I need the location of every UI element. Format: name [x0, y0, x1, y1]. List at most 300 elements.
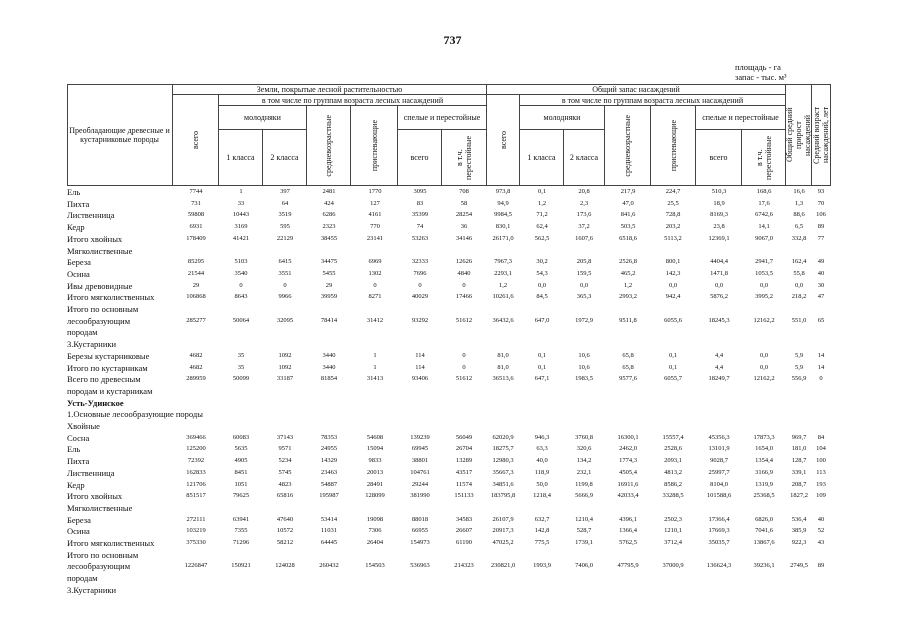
table-cell: 14,1 [758, 223, 770, 231]
table-cell: 17873,3 [753, 433, 775, 441]
table-cell: 8104,0 [710, 480, 728, 488]
table-cell: 0 [462, 281, 466, 289]
header-area-overmature: в т.ч. перестойные [442, 130, 487, 186]
table-cell: 54608 [366, 433, 384, 441]
table-cell: 103219 [186, 527, 206, 535]
table-cell: 25997,7 [708, 468, 730, 476]
table-cell: 2749,5 [790, 562, 808, 570]
table-cell: 562,5 [534, 234, 550, 242]
table-cell: 193 [816, 480, 826, 488]
table-cell: 1739,1 [575, 539, 593, 546]
header-area-class2: 2 класса [263, 130, 307, 186]
table-cell: 0,1 [537, 363, 547, 371]
table-cell: 1210,1 [664, 527, 682, 535]
table-cell: 5234 [278, 457, 292, 465]
table-cell: 35 [237, 363, 245, 371]
table-cell: 375330 [186, 539, 206, 546]
table-cell: 16911,6 [617, 480, 639, 488]
table-cell: 7744 [189, 188, 203, 195]
table-cell: 12980,3 [492, 457, 514, 465]
table-cell: 0,0 [794, 281, 804, 289]
table-cell: 38455 [320, 234, 338, 242]
table-row [67, 187, 831, 197]
table-row [67, 550, 831, 560]
row-label: породам [67, 327, 98, 338]
row-label: Лиственница [67, 467, 115, 478]
table-cell: 6055,6 [664, 316, 682, 324]
table-row [67, 444, 831, 454]
table-row [67, 456, 831, 466]
table-cell: 11031 [320, 527, 337, 535]
header-stock-mature-total: всего [696, 130, 742, 186]
table-cell: 332,8 [791, 234, 807, 242]
table-cell: 6742,6 [755, 211, 773, 219]
table-cell: 42033,4 [617, 492, 639, 500]
row-label: 3.Кустарники [67, 339, 117, 350]
table-cell: 74 [416, 223, 424, 231]
table-cell: 71296 [232, 539, 250, 546]
table-cell: 11574 [455, 480, 472, 488]
table-cell: 2528,6 [664, 445, 682, 453]
table-cell: 556,9 [791, 375, 807, 383]
table-cell: 1092 [278, 363, 292, 371]
table-cell: 13867,6 [753, 539, 775, 546]
table-cell: 5876,2 [710, 293, 728, 301]
table-cell: 1 [373, 363, 377, 371]
table-cell: 69945 [411, 445, 429, 453]
table-cell: 78414 [320, 316, 338, 324]
table-cell: 88018 [411, 515, 429, 523]
table-cell: 4682 [189, 363, 203, 371]
table-cell: 9067,0 [755, 234, 773, 242]
table-cell: 7355 [234, 527, 248, 535]
table-cell: 77 [817, 234, 825, 242]
table-cell: 65816 [276, 492, 294, 500]
table-cell: 6055,7 [664, 375, 682, 383]
table-cell: 18249,7 [708, 375, 730, 383]
table-cell: 1199,8 [575, 480, 593, 488]
table-cell: 424 [324, 199, 334, 207]
table-cell: 37143 [276, 433, 294, 441]
table-row [67, 339, 831, 349]
table-cell: 89 [817, 223, 825, 231]
table-cell: 20013 [366, 468, 384, 476]
table-cell: 93292 [411, 316, 429, 324]
row-label: Береза [67, 514, 91, 525]
table-cell: 28254 [455, 211, 473, 219]
table-cell: 159,5 [576, 269, 592, 277]
table-cell: 134,2 [576, 457, 592, 465]
table-row [67, 374, 831, 384]
table-row [67, 503, 831, 513]
table-cell: 26171,0 [492, 234, 514, 242]
table-cell: 6518,6 [619, 234, 637, 242]
table-cell: 830,1 [495, 223, 511, 231]
table-cell: 3169 [234, 223, 248, 231]
header-area-young: молодняки [219, 106, 307, 130]
table-cell: 0 [239, 281, 243, 289]
table-cell: 3166,9 [755, 468, 773, 476]
table-cell: 26404 [366, 539, 384, 546]
table-cell: 1774,3 [619, 457, 637, 465]
table-cell: 9577,6 [619, 375, 637, 383]
table-cell: 9833 [368, 457, 382, 465]
table-cell: 4,4 [714, 351, 724, 359]
table-cell: 969,7 [791, 433, 807, 441]
table-cell: 3712,4 [664, 539, 682, 546]
table-cell: 2462,0 [619, 445, 637, 453]
table-cell: 6,5 [794, 223, 804, 231]
table-cell: 0,0 [714, 281, 724, 289]
table-cell: 35667,3 [492, 468, 514, 476]
table-cell: 0 [283, 281, 287, 289]
table-cell: 3760,8 [575, 433, 593, 441]
row-label: Итого мягколиственных [67, 292, 155, 303]
table-cell: 81854 [320, 375, 338, 383]
table-cell: 9511,8 [619, 316, 637, 324]
header-stock-mature: спелые и перестойные [696, 106, 786, 130]
table-cell: 9966 [278, 293, 292, 301]
table-cell: 16300,1 [617, 433, 639, 441]
header-increment: Общий средний прирост насаждений [786, 84, 812, 186]
table-cell: 9571 [278, 445, 292, 453]
table-cell: 54,3 [536, 269, 548, 277]
table-cell: 12369,1 [708, 234, 730, 242]
table-cell: 53263 [411, 234, 429, 242]
table-cell: 1354,4 [755, 457, 773, 465]
table-cell: 35 [237, 351, 245, 359]
table-cell: 208,7 [791, 480, 807, 488]
table-cell: 4840 [457, 269, 471, 277]
table-cell: 0 [418, 281, 422, 289]
table-cell: 205,8 [576, 258, 592, 266]
table-cell: 128,7 [791, 457, 807, 465]
table-cell: 230821,0 [490, 562, 516, 570]
table-cell: 320,6 [576, 445, 592, 453]
table-cell: 114 [415, 363, 425, 371]
table-cell: 47,0 [622, 199, 634, 207]
units-area: площадь - га [735, 62, 781, 72]
table-row [67, 222, 831, 232]
row-label: Итого хвойных [67, 233, 123, 244]
table-cell: 13101,9 [708, 445, 730, 453]
table-cell: 25,5 [667, 199, 679, 207]
table-cell: 4905 [234, 457, 248, 465]
table-cell: 1972,9 [575, 316, 593, 324]
table-cell: 1983,5 [575, 375, 593, 383]
table-cell: 510,3 [711, 188, 727, 195]
header-area-middle: средневозрастные [307, 106, 351, 186]
table-cell: 7406,0 [575, 562, 593, 570]
table-cell: 5635 [234, 445, 248, 453]
table-row [67, 269, 831, 279]
table-cell: 503,5 [620, 223, 636, 231]
table-cell: 47640 [276, 515, 294, 523]
table-cell: 942,4 [665, 293, 681, 301]
row-label: 1.Основные лесообразующие породы [67, 409, 203, 420]
table-cell: 154503 [365, 562, 385, 570]
table-cell: 7041,6 [755, 527, 773, 535]
table-cell: 2,3 [579, 199, 589, 207]
table-row [67, 573, 831, 583]
table-row [67, 433, 831, 443]
table-cell: 84 [817, 433, 825, 441]
table-cell: 38801 [411, 457, 429, 465]
table-cell: 54887 [320, 480, 338, 488]
table-cell: 162,4 [791, 258, 807, 266]
table-cell: 5762,5 [619, 539, 637, 546]
table-cell: 5103 [234, 258, 248, 266]
row-label: породам [67, 573, 98, 584]
table-cell: 1226847 [184, 562, 208, 570]
table-cell: 26107,9 [492, 515, 514, 523]
table-cell: 5113,2 [664, 234, 682, 242]
table-cell: 4396,1 [619, 515, 637, 523]
table-cell: 536963 [410, 562, 430, 570]
table-cell: 32333 [411, 258, 429, 266]
row-label: 3.Кустарники [67, 584, 117, 595]
table-cell: 58 [460, 199, 468, 207]
table-cell: 43 [817, 539, 825, 546]
table-cell: 0,1 [537, 351, 547, 359]
table-cell: 536,4 [791, 515, 807, 523]
table-cell: 36513,6 [492, 375, 514, 383]
header-stock-class2: 2 класса [564, 130, 605, 186]
table-cell: 94,9 [497, 199, 509, 207]
table-cell: 15094 [366, 445, 384, 453]
header-stock-total: всего [487, 95, 520, 186]
table-cell: 36 [460, 223, 468, 231]
table-cell: 65 [817, 316, 825, 324]
table-cell: 85295 [187, 258, 205, 266]
table-cell: 0,0 [668, 281, 678, 289]
row-label: Ель [67, 444, 81, 455]
table-cell: 7306 [368, 527, 382, 535]
row-label: Пихта [67, 198, 90, 209]
row-label: Итого хвойных [67, 491, 123, 502]
table-cell: 385,9 [791, 527, 807, 535]
header-stock-young: молодняки [520, 106, 605, 130]
table-row [67, 199, 831, 209]
table-cell: 35035,7 [708, 539, 730, 546]
table-row [67, 316, 831, 326]
table-cell: 1051 [234, 480, 248, 488]
table-cell: 9984,5 [494, 211, 512, 219]
table-row [67, 351, 831, 361]
table-cell: 4505,4 [619, 468, 637, 476]
header-avg-age: Средний возраст насаждений, лет [812, 84, 831, 186]
table-row [67, 561, 831, 571]
row-label: Пихта [67, 456, 90, 467]
row-label: Сосна [67, 432, 90, 443]
table-cell: 93 [817, 188, 825, 195]
table-cell: 775,5 [534, 539, 550, 546]
table-cell: 12162,2 [753, 316, 775, 324]
table-cell: 40 [817, 269, 825, 277]
table-cell: 173,6 [576, 211, 592, 219]
table-cell: 946,3 [534, 433, 550, 441]
table-cell: 3551 [278, 269, 292, 277]
table-cell: 0,0 [579, 281, 589, 289]
table-cell: 22129 [276, 234, 294, 242]
table-cell: 551,0 [791, 316, 807, 324]
table-cell: 1993,9 [533, 562, 551, 570]
table-cell: 23463 [320, 468, 338, 476]
table-cell: 168,6 [756, 188, 772, 195]
row-label: Березы кустарниковые [67, 350, 150, 361]
table-cell: 39959 [320, 293, 338, 301]
table-row [67, 409, 831, 419]
table-cell: 162833 [186, 468, 206, 476]
table-cell: 285277 [186, 316, 206, 324]
table-cell: 104 [816, 445, 826, 453]
table-cell: 4682 [189, 351, 203, 359]
header-area-age: в том числе по группам возраста лесных насаждений [219, 95, 487, 106]
row-label: Ивы древовидные [67, 280, 133, 291]
table-cell: 214323 [454, 562, 474, 570]
table-cell: 34583 [455, 515, 473, 523]
table-cell: 55,8 [793, 269, 805, 277]
row-label: Итого по кустарникам [67, 362, 148, 373]
table-cell: 8643 [234, 293, 248, 301]
table-cell: 13289 [455, 457, 473, 465]
table-row [67, 257, 831, 267]
table-cell: 770 [370, 223, 380, 231]
table-cell: 3540 [234, 269, 248, 277]
table-cell: 101588,6 [706, 492, 732, 500]
table-cell: 64 [281, 199, 289, 207]
table-cell: 63941 [232, 515, 250, 523]
table-cell: 731 [191, 199, 201, 207]
table-cell: 6286 [322, 211, 336, 219]
table-cell: 14 [817, 351, 825, 359]
table-cell: 51612 [455, 375, 473, 383]
table-cell: 139239 [410, 433, 430, 441]
table-cell: 31413 [366, 375, 384, 383]
table-cell: 289959 [186, 375, 206, 383]
table-cell: 181,0 [791, 445, 807, 453]
row-label: Всего по древесным [67, 374, 141, 385]
table-cell: 25368,5 [753, 492, 775, 500]
table-cell: 0 [819, 375, 823, 383]
table-cell: 1218,4 [533, 492, 551, 500]
table-row [67, 327, 831, 337]
table-cell: 40029 [411, 293, 429, 301]
table-cell: 528,7 [576, 527, 592, 535]
table-cell: 647,1 [534, 375, 550, 383]
table-cell: 0,0 [759, 351, 769, 359]
table-cell: 2526,8 [619, 258, 637, 266]
table-cell: 113 [816, 468, 826, 476]
table-cell: 5745 [278, 468, 292, 476]
table-cell: 1770 [368, 188, 382, 195]
table-cell: 36432,6 [492, 316, 514, 324]
table-cell: 71,2 [536, 211, 548, 219]
table-cell: 37,2 [578, 223, 590, 231]
table-cell: 4813,2 [664, 468, 682, 476]
table-cell: 232,1 [576, 468, 592, 476]
table-cell: 973,8 [495, 188, 511, 195]
table-cell: 40 [817, 515, 825, 523]
table-cell: 109 [816, 492, 826, 500]
table-cell: 0,1 [668, 351, 678, 359]
table-cell: 1053,5 [755, 269, 773, 277]
table-row [67, 304, 831, 314]
table-cell: 2481 [322, 188, 336, 195]
table-cell: 1 [239, 188, 243, 195]
table-cell: 15557,4 [662, 433, 684, 441]
table-cell: 10443 [232, 211, 250, 219]
table-cell: 37000,9 [662, 562, 684, 570]
row-label: Мягколиственные [67, 502, 133, 513]
table-cell: 81,0 [497, 351, 509, 359]
table-cell: 61190 [455, 539, 472, 546]
table-cell: 72392 [187, 457, 205, 465]
header-stock-overmature: в т.ч. перестойные [742, 130, 786, 186]
table-cell: 34851,6 [492, 480, 514, 488]
table-cell: 1471,8 [710, 269, 728, 277]
table-cell: 922,3 [791, 539, 807, 546]
table-cell: 365,3 [576, 293, 592, 301]
table-cell: 841,6 [620, 211, 636, 219]
table-cell: 64445 [320, 539, 338, 546]
table-cell: 8271 [368, 293, 382, 301]
table-cell: 1319,9 [755, 480, 773, 488]
header-species: Преобладающие древесные и кустарниковые породы [67, 84, 173, 186]
header-area-ripening: приспевающие [351, 106, 398, 186]
table-cell: 369466 [186, 433, 206, 441]
header-stock-ripening: приспевающие [651, 106, 696, 186]
row-label: Итого мягколиственных [67, 538, 155, 548]
table-cell: 88,6 [793, 211, 805, 219]
table-cell: 104761 [410, 468, 430, 476]
table-cell: 183795,8 [490, 492, 516, 500]
table-cell: 20917,3 [492, 527, 514, 535]
table-row [67, 234, 831, 244]
table-cell: 154973 [410, 539, 430, 546]
table-cell: 29 [192, 281, 200, 289]
table-cell: 8586,2 [664, 480, 682, 488]
table-cell: 0,0 [759, 281, 769, 289]
row-label: Итого по основным [67, 549, 139, 560]
table-cell: 272111 [186, 515, 206, 523]
table-cell: 50,0 [536, 480, 548, 488]
table-cell: 218,2 [791, 293, 807, 301]
table-cell: 1827,2 [790, 492, 808, 500]
table-cell: 10,6 [578, 351, 590, 359]
table-cell: 12626 [455, 258, 473, 266]
table-cell: 18245,3 [708, 316, 730, 324]
table-cell: 3440 [322, 351, 336, 359]
header-area-total: всего [173, 95, 219, 186]
row-label: Ель [67, 187, 81, 197]
header-stock-middle: средневозрастные [605, 106, 651, 186]
table-cell: 39236,1 [753, 562, 775, 570]
table-cell: 33 [237, 199, 245, 207]
table-cell: 150921 [231, 562, 251, 570]
table-cell: 6826,0 [755, 515, 773, 523]
table-cell: 52 [817, 527, 825, 535]
table-cell: 0 [373, 281, 377, 289]
table-cell: 31412 [366, 316, 384, 324]
table-cell: 1654,0 [755, 445, 773, 453]
units-stock: запас - тыс. м³ [735, 72, 787, 82]
table-cell: 47025,2 [492, 539, 514, 546]
table-cell: 70 [817, 199, 825, 207]
table-cell: 1607,6 [575, 234, 593, 242]
row-label: лесообразующим [67, 315, 131, 326]
table-cell: 224,7 [665, 188, 681, 195]
